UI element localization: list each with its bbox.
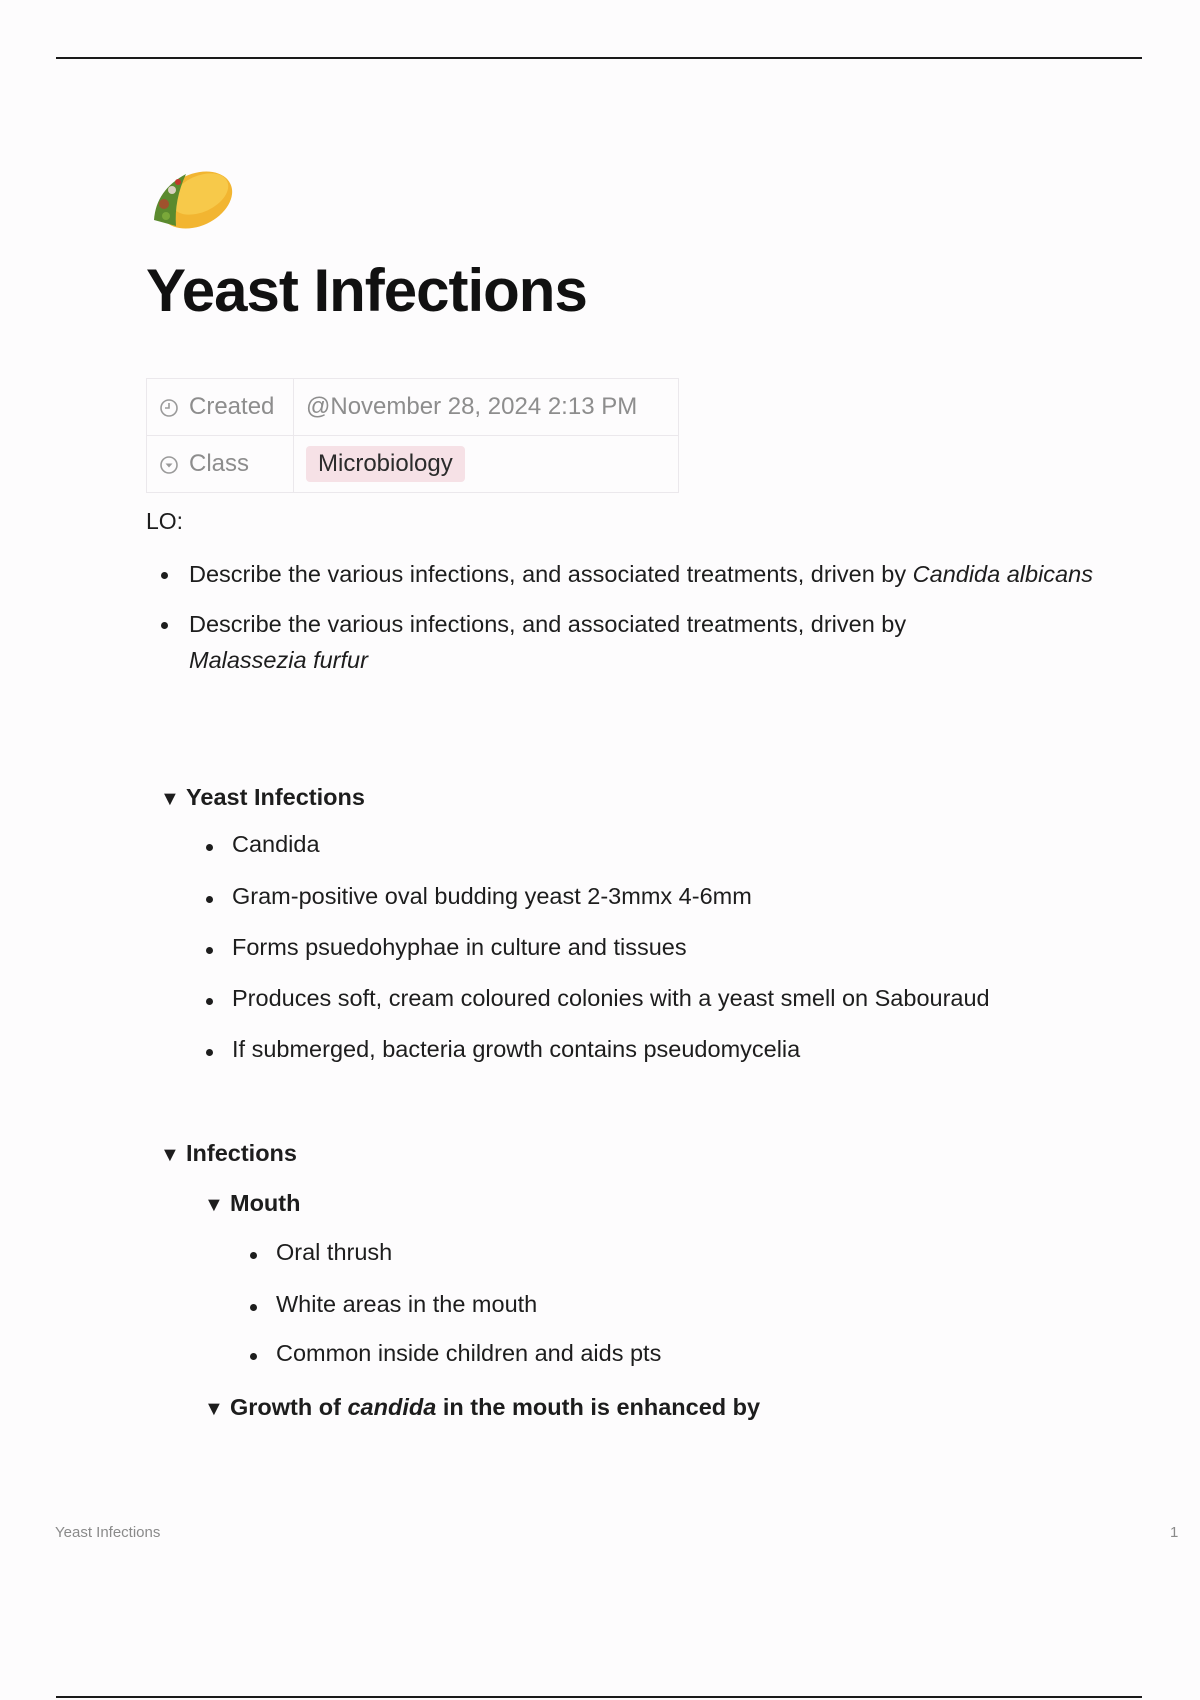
lo-label: LO:	[146, 508, 184, 534]
clock-icon	[159, 398, 179, 418]
list-item: Oral thrush	[276, 1239, 392, 1266]
class-label: Class	[189, 450, 250, 477]
created-label: Created	[189, 393, 275, 420]
list-item: Forms psuedohyphae in culture and tissues	[232, 934, 687, 961]
caret-down-icon: ▼	[204, 1194, 224, 1216]
list-item: Produces soft, cream coloured colonies with a yeast smell on Sabouraud	[232, 985, 990, 1012]
created-value[interactable]: @November 28, 2024 2:13 PM	[294, 379, 679, 436]
footer-title: Yeast Infections	[55, 1524, 161, 1541]
list-item: Describe the various infections, and associated treatments, driven by Malassezia furfur	[146, 606, 1009, 678]
caret-down-icon: ▼	[204, 1398, 224, 1420]
caret-down-icon: ▼	[160, 1144, 180, 1166]
taco-icon	[146, 160, 236, 240]
caret-down-icon: ▼	[160, 788, 180, 810]
toggle-growth-of-candida[interactable]: ▼ Growth of candida in the mouth is enhanced by	[204, 1394, 761, 1420]
list-item: If submerged, bacteria growth contains pseudomycelia	[232, 1036, 800, 1063]
list-item: Describe the various infections, and associated treatments, driven by Candida albicans	[146, 556, 1106, 592]
list-item: Gram-positive oval budding yeast 2-3mmx 4-6mm	[232, 883, 752, 910]
footer-page-number: 1	[1170, 1524, 1179, 1541]
list-item: Common inside children and aids pts	[276, 1340, 661, 1367]
list-item: Candida	[232, 831, 320, 858]
top-rule	[56, 57, 1142, 59]
select-icon	[159, 455, 179, 475]
property-row-class	[147, 436, 679, 493]
properties-table	[146, 378, 679, 493]
list-item: White areas in the mouth	[276, 1291, 537, 1318]
toggle-mouth[interactable]: ▼ Mouth	[204, 1190, 301, 1216]
property-row-created	[147, 379, 679, 436]
lo-list	[146, 556, 1106, 678]
toggle-infections[interactable]: ▼ Infections	[160, 1140, 297, 1166]
class-tag[interactable]: Microbiology	[306, 446, 465, 482]
bottom-rule	[56, 1696, 1142, 1698]
toggle-yeast-infections[interactable]: ▼ Yeast Infections	[160, 784, 365, 810]
page-title: Yeast Infections	[146, 257, 587, 324]
